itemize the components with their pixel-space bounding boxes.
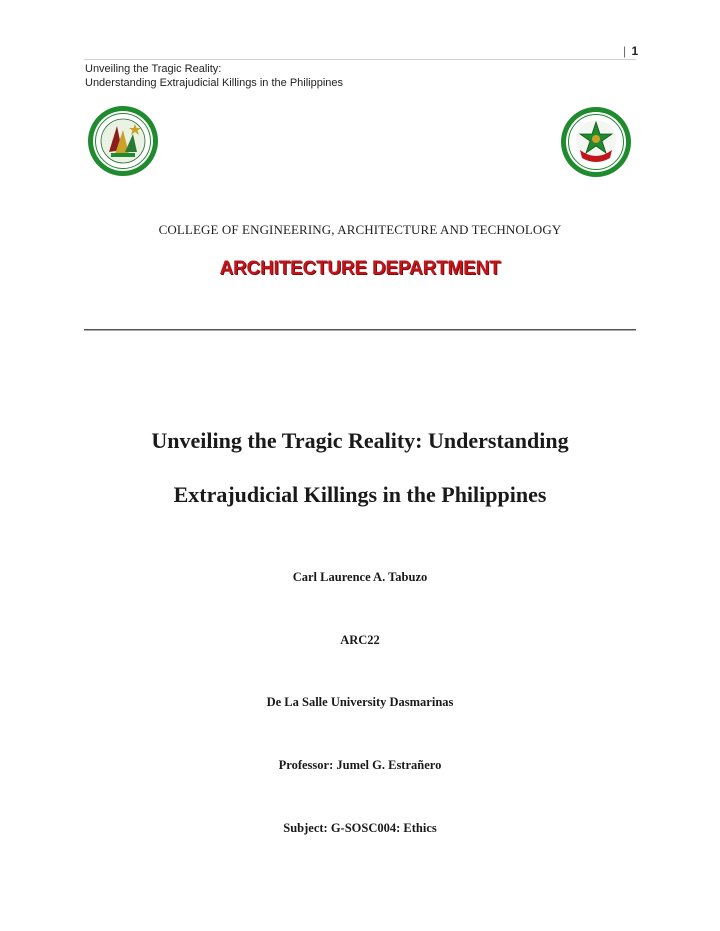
page-number-separator: |: [623, 44, 627, 58]
author-name: Carl Laurence A. Tabuzo: [292, 570, 428, 584]
document-title-line-1: Unveiling the Tragic Reality: Understanding: [151, 428, 569, 453]
page-number: [623, 44, 638, 58]
running-head-line-2: Understanding Extrajudicial Killings in the Philippines: [85, 77, 344, 89]
department-name: ARCHITECTURE DEPARTMENT: [219, 258, 501, 279]
running-head: [85, 62, 343, 90]
header-rule: [84, 59, 636, 60]
page-number-value: 1: [631, 44, 639, 58]
subject-name: Subject: G-SOSC004: Ethics: [283, 821, 437, 835]
running-head-line-1: Unveiling the Tragic Reality:: [85, 63, 222, 75]
section-divider: [84, 329, 636, 331]
university-name: De La Salle University Dasmarinas: [266, 695, 454, 709]
department-seal-icon: [560, 106, 632, 178]
document-title-line-2: Extrajudicial Killings in the Philippines: [173, 482, 547, 507]
college-name: COLLEGE OF ENGINEERING, ARCHITECTURE AND TECHNOLOGY: [158, 222, 562, 237]
professor-name: Professor: Jumel G. Estrañero: [278, 758, 442, 772]
university-seal-icon: [87, 104, 159, 178]
section-code: ARC22: [340, 633, 380, 647]
